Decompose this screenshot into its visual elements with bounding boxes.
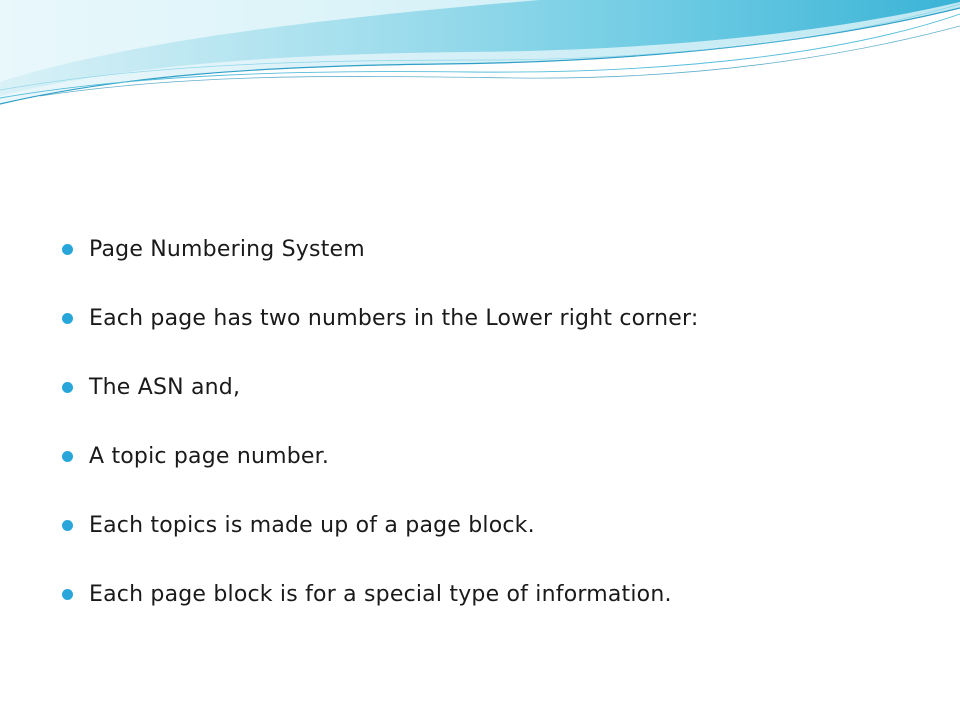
bullet-dot-icon xyxy=(62,382,73,393)
header-wave-decoration xyxy=(0,0,960,130)
bullet-dot-icon xyxy=(62,520,73,531)
bullet-text: Each topics is made up of a page block. xyxy=(89,513,535,538)
bullet-item xyxy=(0,226,960,295)
bullet-item xyxy=(0,364,960,433)
bullet-dot-icon xyxy=(62,244,73,255)
bullet-text: A topic page number. xyxy=(89,444,330,469)
bullet-text: Each page has two numbers in the Lower right corner: xyxy=(89,306,699,331)
bullet-dot-icon xyxy=(62,313,73,324)
bullet-item xyxy=(0,571,960,640)
bullet-item xyxy=(0,295,960,364)
bullet-dot-icon xyxy=(62,451,73,462)
bullet-text: Each page block is for a special type of information. xyxy=(89,582,672,607)
bullet-item xyxy=(0,502,960,571)
bullet-text: Page Numbering System xyxy=(89,237,365,262)
bullet-dot-icon xyxy=(62,589,73,600)
bullet-list xyxy=(0,226,960,640)
bullet-item xyxy=(0,433,960,502)
bullet-text: The ASN and, xyxy=(89,375,241,400)
